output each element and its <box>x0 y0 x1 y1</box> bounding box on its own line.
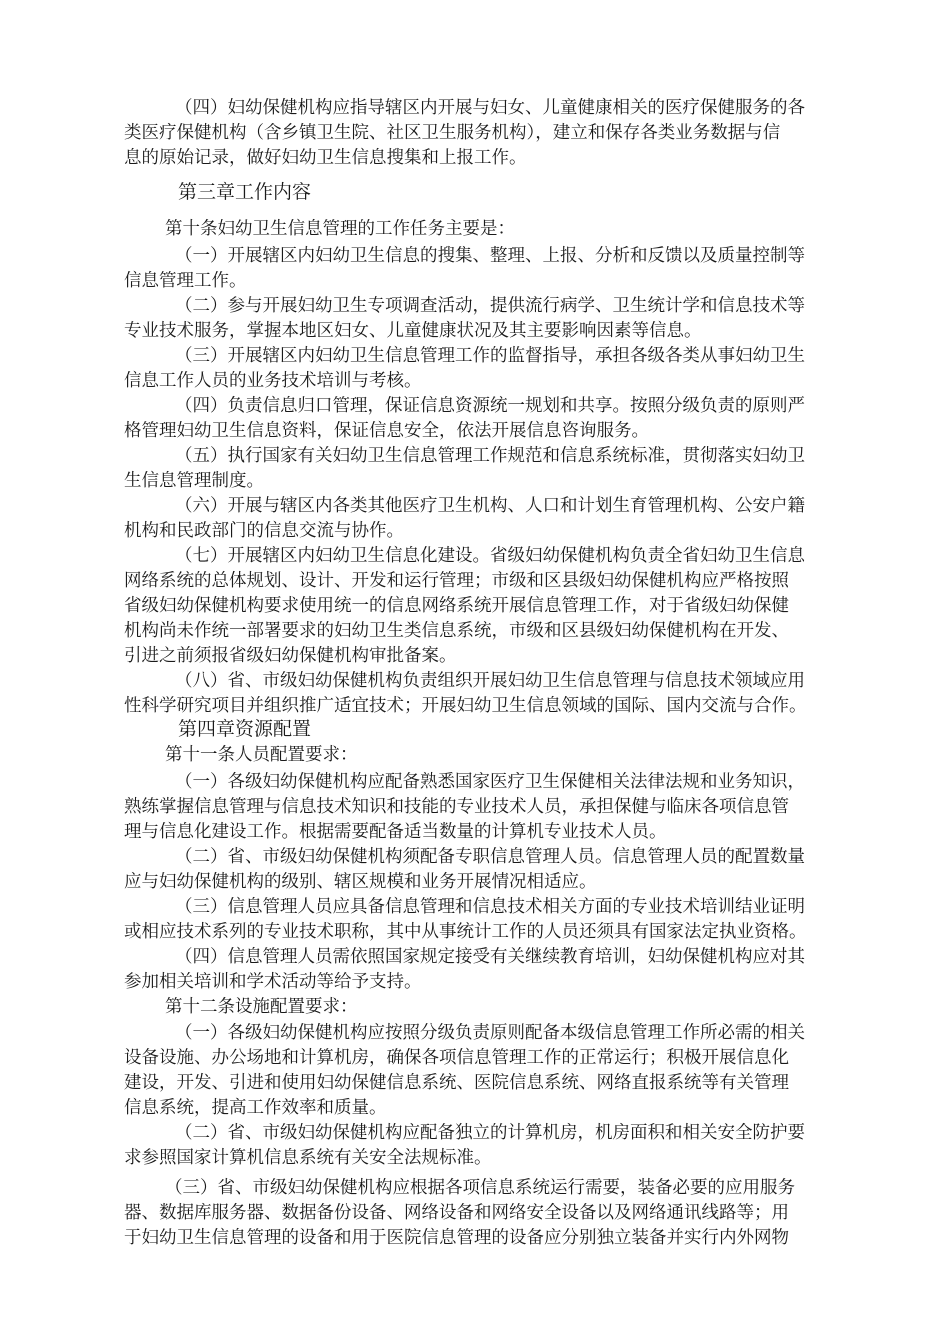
text-line: 机构尚未作统一部署要求的妇幼卫生类信息系统，市级和区县级妇幼保健机构在开发、 <box>124 621 789 641</box>
text-line: 信息工作人员的业务技术培训与考核。 <box>124 371 422 391</box>
text-line: 信息系统，提高工作效率和质量。 <box>124 1098 387 1118</box>
text-line: （三）省、市级妇幼保健机构应根据各项信息系统运行需要，装备必要的应用服务 <box>165 1178 795 1198</box>
text-line: （五）执行国家有关妇幼卫生信息管理工作规范和信息系统标准，贯彻落实妇幼卫 <box>175 446 805 466</box>
text-line: （八）省、市级妇幼保健机构负责组织开展妇幼卫生信息管理与信息技术领域应用 <box>175 671 805 691</box>
text-line: 参加相关培训和学术活动等给予支持。 <box>124 972 422 992</box>
text-line: 求参照国家计算机信息系统有关安全法规标准。 <box>124 1148 492 1168</box>
text-line: 应与妇幼保健机构的级别、辖区规模和业务开展情况相适应。 <box>124 872 597 892</box>
text-line: （二）参与开展妇幼卫生专项调查活动，提供流行病学、卫生统计学和信息技术等 <box>175 296 805 316</box>
text-line: 熟练掌握信息管理与信息技术知识和技能的专业技术人员，承担保健与临床各项信息管 <box>124 797 789 817</box>
text-line: 引进之前须报省级妇幼保健机构审批备案。 <box>124 646 457 666</box>
text-line: （一）开展辖区内妇幼卫生信息的搜集、整理、上报、分析和反馈以及质量控制等 <box>175 246 805 266</box>
chapter-heading: 第四章资源配置 <box>178 718 312 740</box>
text-line: 建设，开发、引进和使用妇幼保健信息系统、医院信息系统、网络直报系统等有关管理 <box>124 1073 789 1093</box>
chapter-heading: 第三章工作内容 <box>178 181 312 203</box>
text-line: （四）负责信息归口管理，保证信息资源统一规划和共享。按照分级负责的原则严 <box>175 396 805 416</box>
text-line: 省级妇幼保健机构要求使用统一的信息网络系统开展信息管理工作，对于省级妇幼保健 <box>124 596 789 616</box>
text-line: 信息管理工作。 <box>124 271 247 291</box>
text-line: （一）各级妇幼保健机构应配备熟悉国家医疗卫生保健相关法律法规和业务知识， <box>175 772 805 792</box>
text-line: 器、数据库服务器、数据备份设备、网络设备和网络安全设备以及网络通讯线路等；用 <box>124 1203 789 1223</box>
text-line: 机构和民政部门的信息交流与协作。 <box>124 521 404 541</box>
text-line: 网络系统的总体规划、设计、开发和运行管理；市级和区县级妇幼保健机构应严格按照 <box>124 571 789 591</box>
text-line: （四）妇幼保健机构应指导辖区内开展与妇女、儿童健康相关的医疗保健服务的各 <box>175 98 805 118</box>
text-line: （三）开展辖区内妇幼卫生信息管理工作的监督指导，承担各级各类从事妇幼卫生 <box>175 346 805 366</box>
text-line: （二）省、市级妇幼保健机构须配备专职信息管理人员。信息管理人员的配置数量 <box>175 847 805 867</box>
text-line: 专业技术服务，掌握本地区妇女、儿童健康状况及其主要影响因素等信息。 <box>124 321 702 341</box>
text-line: 第十条妇幼卫生信息管理的工作任务主要是： <box>165 219 515 239</box>
text-line: 第十二条设施配置要求： <box>165 997 358 1017</box>
text-line: （四）信息管理人员需依照国家规定接受有关继续教育培训，妇幼保健机构应对其 <box>175 947 805 967</box>
text-line: 类医疗保健机构（含乡镇卫生院、社区卫生服务机构），建立和保存各类业务数据与信 <box>124 123 781 143</box>
text-line: （一）各级妇幼保健机构应按照分级负责原则配备本级信息管理工作所必需的相关 <box>175 1023 805 1043</box>
text-line: （六）开展与辖区内各类其他医疗卫生机构、人口和计划生育管理机构、公安户籍 <box>175 496 805 516</box>
text-line: 生信息管理制度。 <box>124 471 264 491</box>
text-line: 或相应技术系列的专业技术职称，其中从事统计工作的人员还须具有国家法定执业资格。 <box>124 922 807 942</box>
text-line: （七）开展辖区内妇幼卫生信息化建设。省级妇幼保健机构负责全省妇幼卫生信息 <box>175 546 805 566</box>
text-line: 于妇幼卫生信息管理的设备和用于医院信息管理的设备应分别独立装备并实行内外网物 <box>124 1228 789 1248</box>
text-line: （三）信息管理人员应具备信息管理和信息技术相关方面的专业技术培训结业证明 <box>175 897 805 917</box>
text-line: （二）省、市级妇幼保健机构应配备独立的计算机房，机房面积和相关安全防护要 <box>175 1123 805 1143</box>
text-line: 理与信息化建设工作。根据需要配备适当数量的计算机专业技术人员。 <box>124 822 667 842</box>
text-line: 息的原始记录，做好妇幼卫生信息搜集和上报工作。 <box>124 148 527 168</box>
text-line: 格管理妇幼卫生信息资料，保证信息安全，依法开展信息咨询服务。 <box>124 421 649 441</box>
text-line: 性科学研究项目并组织推广适宜技术；开展妇幼卫生信息领域的国际、国内交流与合作。 <box>124 696 807 716</box>
text-line: 第十一条人员配置要求： <box>165 745 358 765</box>
text-line: 设备设施、办公场地和计算机房，确保各项信息管理工作的正常运行；积极开展信息化 <box>124 1048 789 1068</box>
